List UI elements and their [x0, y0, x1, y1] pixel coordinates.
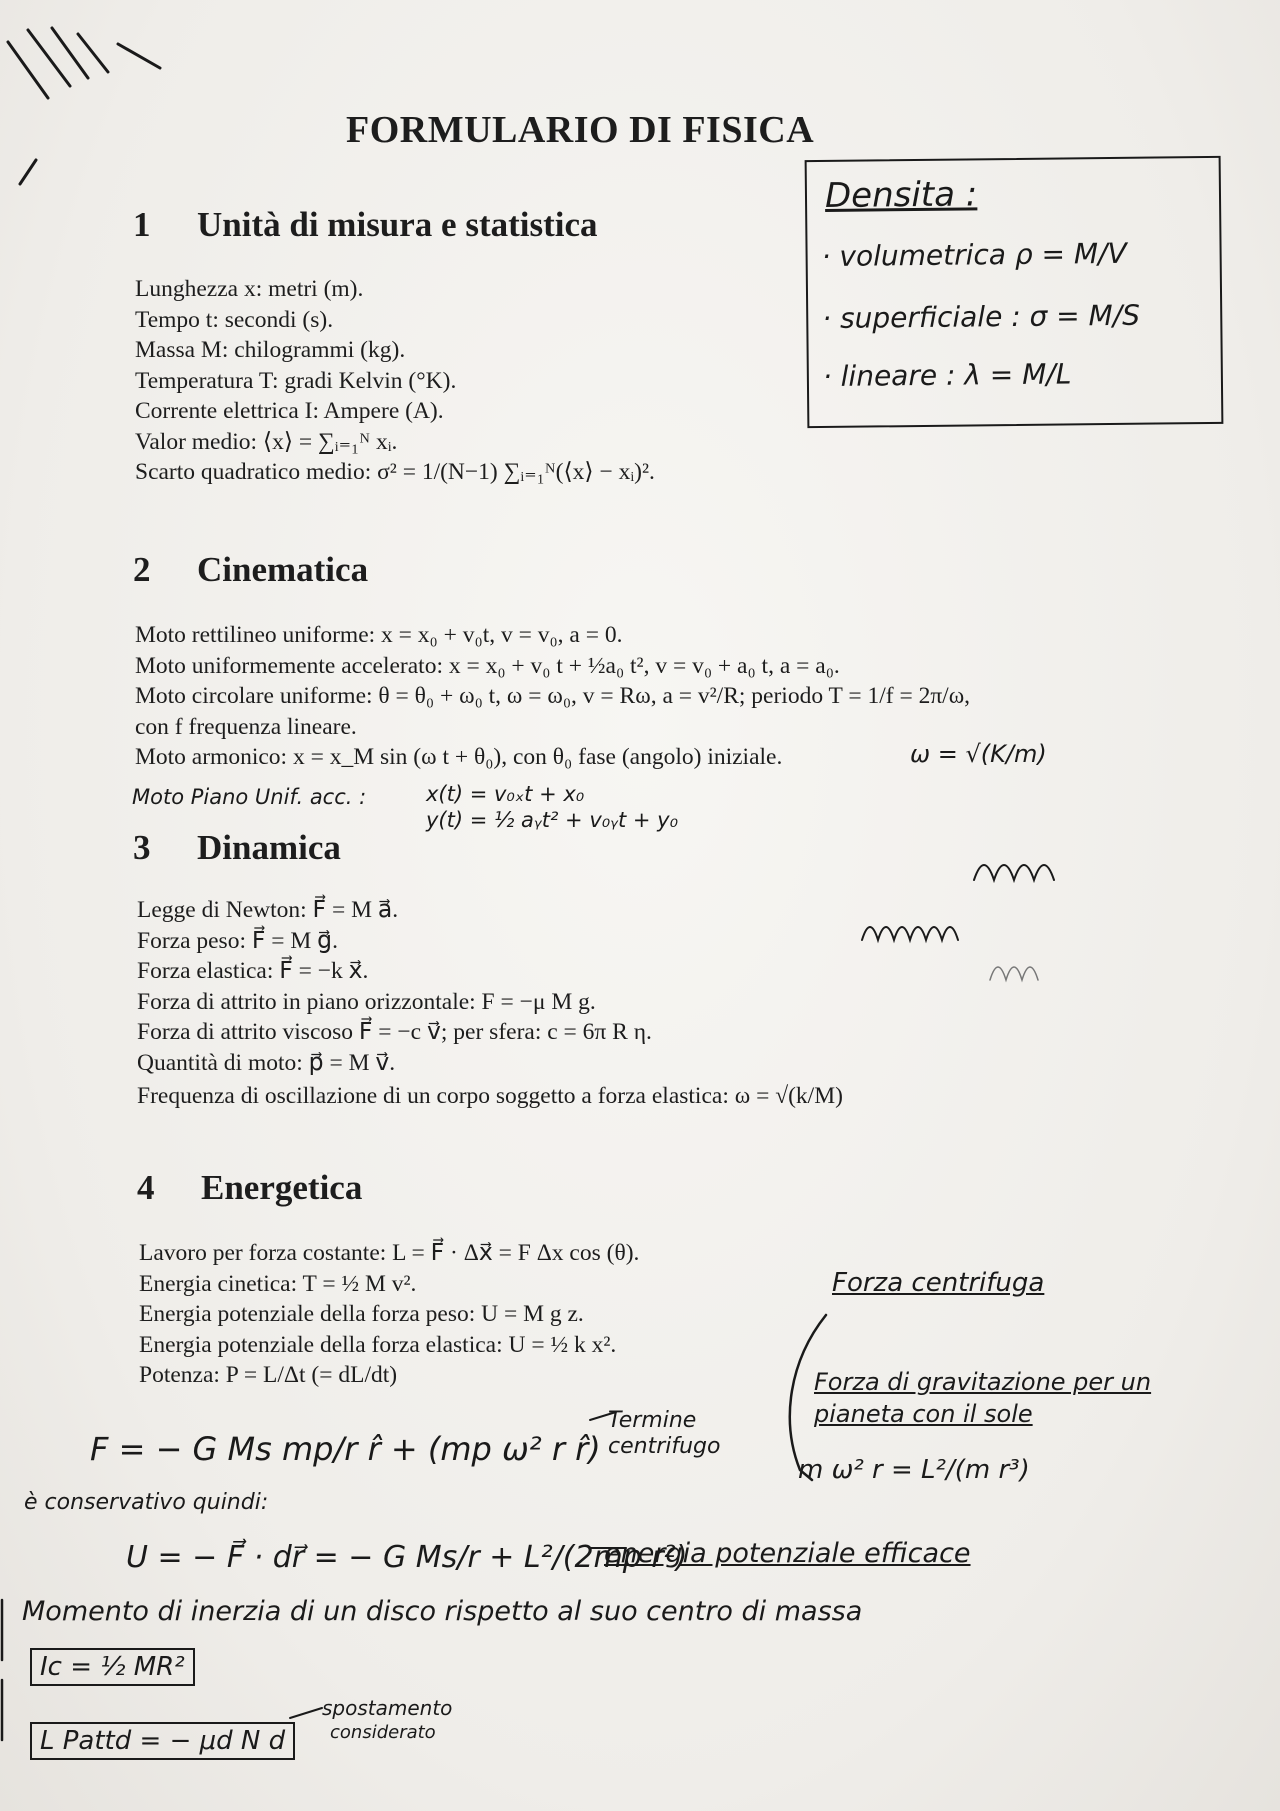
text-line: Corrente elettrica I: Ampere (A).: [135, 398, 444, 424]
density-linear: · lineare : λ = M/L: [822, 357, 1072, 394]
section-number: 4: [137, 1168, 155, 1207]
text-line: Moto circolare uniforme: θ = θ₀ + ω₀ t, ω = ω₀, v = Rω, a = v²/R; periodo T = 1/f = 2π/ω,: [135, 683, 971, 709]
inertia-formula: Ic = ½ MR²: [30, 1648, 195, 1686]
text-line: Moto rettilineo uniforme: x = x₀ + v₀t, v = v₀, a = 0.: [135, 622, 623, 648]
text-line: Lunghezza x: metri (m).: [135, 276, 364, 302]
section-title: Dinamica: [197, 828, 341, 867]
text-line: Temperatura T: gradi Kelvin (°K).: [135, 367, 457, 394]
displacement-note-2: considerato: [330, 1722, 436, 1743]
text-line: Valor medio: ⟨x⟩ = ∑ᵢ₌₁ᴺ xᵢ.: [135, 428, 398, 455]
gravitation-note-1: Forza di gravitazione per un: [814, 1368, 1152, 1396]
inertia-note: Momento di inerzia di un disco rispetto al suo centro di massa: [22, 1596, 863, 1627]
centrifugal-term-note: Termine centrifugo: [608, 1408, 721, 1459]
projectile-x: x(t) = v₀ₓt + x₀: [426, 782, 585, 806]
section-title: Energetica: [201, 1168, 363, 1207]
density-heading: Densita :: [824, 174, 978, 216]
text-line: Moto uniformemente accelerato: x = x₀ + v₀ t + ½a₀ t², v = v₀ + a₀ t, a = a₀.: [135, 652, 840, 679]
arrow-displacement: [290, 1708, 322, 1718]
text-line: Lavoro per forza costante: L = F⃗ · Δx⃗ = F Δx cos (θ).: [139, 1240, 640, 1266]
section-number: 1: [133, 205, 151, 244]
section-number: 3: [133, 828, 151, 867]
density-surface: · superficiale : σ = M/S: [822, 298, 1141, 336]
text-line: Massa M: chilogrammi (kg).: [135, 337, 406, 363]
corner-tally-marks: [8, 28, 160, 98]
scribble-faint: [990, 967, 1038, 980]
harmonic-omega-note: ω = √(K/m): [910, 740, 1047, 768]
gravitation-note-2: pianeta con il sole: [814, 1400, 1033, 1428]
text-line: Potenza: P = L/Δt (= dL/dt): [139, 1362, 398, 1388]
section-title: Unità di misura e statistica: [197, 205, 598, 244]
text-line: Legge di Newton: F⃗ = M a⃗.: [137, 897, 399, 923]
section-number: 2: [133, 550, 151, 589]
text-line: Frequenza di oscillazione di un corpo soggetto a forza elastica: ω = √(k/M): [137, 1083, 843, 1109]
scribble-top: [974, 865, 1054, 880]
text-line: Forza elastica: F⃗ = −k x⃗.: [137, 958, 369, 984]
text-line: Energia cinetica: T = ½ M v².: [139, 1270, 417, 1297]
text-line: Quantità di moto: p⃗ = M v⃗.: [137, 1049, 396, 1076]
text-line: Forza peso: F⃗ = M g⃗.: [137, 927, 338, 954]
bracket-curve: [790, 1315, 826, 1480]
text-line: Scarto quadratico medio: σ² = 1/(N−1) ∑ᵢ₌₁ᴺ(⟨x⟩ − xᵢ)².: [135, 459, 655, 485]
projectile-y: y(t) = ½ aᵧt² + v₀ᵧt + y₀: [426, 808, 679, 832]
text-line: Energia potenziale della forza elastica: U = ½ k x².: [139, 1331, 617, 1358]
text-line: Moto armonico: x = x_M sin (ω t + θ₀), con θ₀ fase (angolo) iniziale.: [135, 744, 783, 770]
page-title: FORMULARIO DI FISICA: [346, 109, 815, 151]
force-formula: F = − G Ms mp/r r̂ + (mp ω² r r̂): [90, 1430, 601, 1468]
text-line: Energia potenziale della forza peso: U = M g z.: [139, 1301, 584, 1327]
arrow-centrifugal: [590, 1412, 616, 1420]
text-line: Forza di attrito viscoso F⃗ = −c v⃗; per sfera: c = 6π R η.: [137, 1019, 652, 1045]
text-line: Tempo t: secondi (s).: [135, 306, 334, 333]
gravitation-relation: m ω² r = L²/(m r³): [798, 1455, 1030, 1485]
friction-work-formula: L Pattd = − μd N d: [30, 1722, 295, 1760]
text-line: con f frequenza lineare.: [135, 713, 357, 740]
text-line: Forza di attrito in piano orizzontale: F = −μ M g.: [137, 988, 596, 1015]
section-title: Cinematica: [197, 550, 369, 589]
corner-tick-mark: [20, 160, 36, 184]
projectile-label: Moto Piano Unif. acc. :: [132, 785, 367, 809]
displacement-note-1: spostamento: [322, 1696, 453, 1720]
density-volumetric: · volumetrica ρ = M/V: [821, 236, 1127, 274]
scribble-middle: [862, 927, 958, 940]
effective-energy-note: energia potenziale efficace: [604, 1538, 971, 1569]
centrifugal-title: Forza centrifuga: [832, 1268, 1045, 1298]
potential-formula: U = − F⃗ · dr⃗ = − G Ms/r + L²/(2mp r²): [126, 1540, 688, 1575]
conservative-note: è conservativo quindi:: [24, 1490, 269, 1515]
